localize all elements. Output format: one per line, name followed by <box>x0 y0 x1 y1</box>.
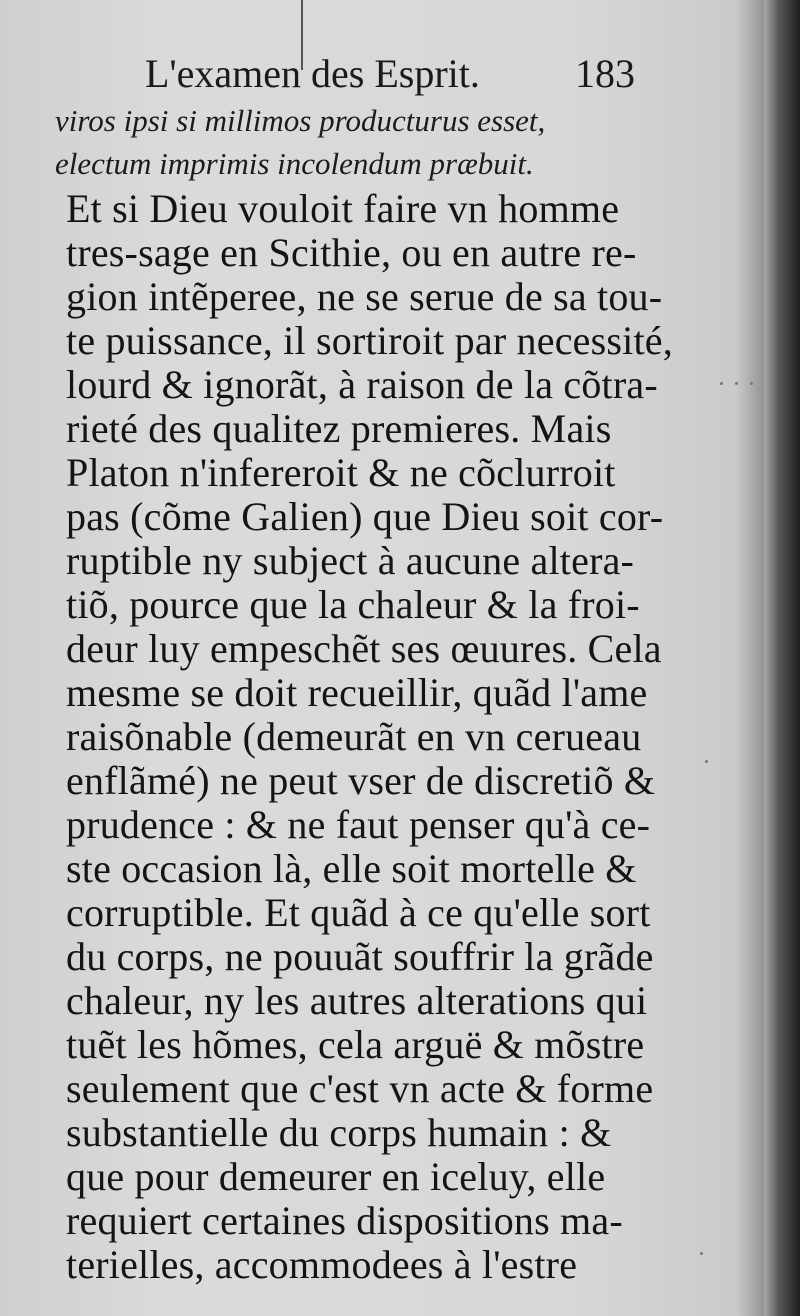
text-line: deur luy empeschẽt ses œuures. Cela <box>66 626 662 671</box>
text-line: substantielle du corps humain : & <box>66 1110 612 1155</box>
text-line: du corps, ne pouuãt souffrir la grãde <box>66 934 654 979</box>
text-line: tres-sage en Scithie, ou en autre re- <box>66 230 637 275</box>
page-number: 183 <box>575 51 635 96</box>
italic-line: electum imprimis incolendum præbuit. <box>55 146 534 181</box>
text-line: terielles, accommodees à l'estre <box>66 1242 578 1287</box>
text-line: lourd & ignorãt, à raison de la cõtra- <box>66 362 658 407</box>
ink-speck <box>700 1252 703 1255</box>
ink-speck <box>750 382 753 385</box>
ink-speck <box>705 760 708 763</box>
text-line: prudence : & ne faut penser qu'à ce- <box>66 802 651 847</box>
ink-speck <box>720 382 723 385</box>
ink-speck <box>735 382 738 385</box>
text-line: te puissance, il sortiroit par necessité, <box>66 318 673 363</box>
text-line: corruptible. Et quãd à ce qu'elle sort <box>66 890 651 935</box>
text-line: seulement que c'est vn acte & forme <box>66 1066 654 1111</box>
text-line: Platon n'infereroit & ne cõclurroit <box>66 450 616 495</box>
page-header <box>145 40 635 100</box>
text-line: rieté des qualitez premieres. Mais <box>66 406 612 451</box>
text-line: tuẽt les hõmes, cela arguë & mõstre <box>66 1022 645 1067</box>
page-fold-shadow <box>764 0 800 1316</box>
text-line: enflãmé) ne peut vser de discretiõ & <box>66 758 656 803</box>
text-line: gion intẽperee, ne se serue de sa tou- <box>66 274 663 319</box>
text-line: pas (cõme Galien) que Dieu soit cor- <box>66 494 664 539</box>
text-line: chaleur, ny les autres alterations qui <box>66 978 648 1023</box>
text-line: ruptible ny subject à aucune altera- <box>66 538 635 583</box>
text-line: Et si Dieu vouloit faire vn homme <box>66 186 620 231</box>
text-line: requiert certaines dispositions ma- <box>66 1198 623 1243</box>
text-line: mesme se doit recueillir, quãd l'ame <box>66 670 648 715</box>
running-title: L'examen des Esprit. <box>145 51 480 96</box>
italic-line: viros ipsi si millimos producturus esset, <box>55 103 546 138</box>
text-line: tiõ, pource que la chaleur & la froi- <box>66 582 640 627</box>
text-line: raisõnable (demeurãt en vn cerueau <box>66 714 642 759</box>
text-line: ste occasion là, elle soit mortelle & <box>66 846 637 891</box>
text-line: que pour demeurer en iceluy, elle <box>66 1154 606 1199</box>
